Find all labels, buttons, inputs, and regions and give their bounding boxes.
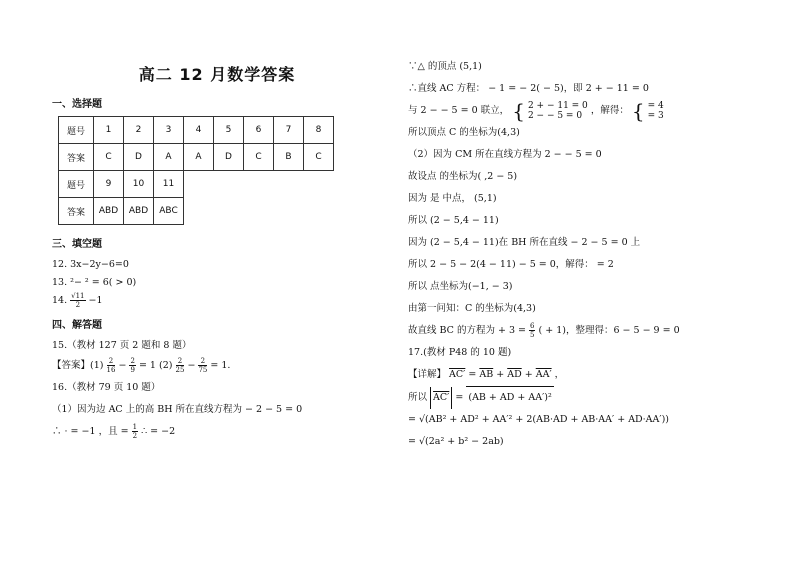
text-line: 16.（教材 79 页 10 题） — [52, 382, 161, 393]
section-solve: 四、解答题 — [52, 320, 102, 331]
table-cell: 3 — [154, 117, 184, 144]
table-cell-empty — [244, 171, 274, 198]
text-line: 所以顶点 C 的坐标为(4,3) — [408, 127, 520, 138]
math-text: = — [455, 392, 467, 403]
fraction — [176, 357, 185, 374]
fraction-denominator: 2 — [132, 432, 138, 440]
math-text: = 1. — [210, 360, 231, 371]
table-row — [59, 171, 334, 198]
vector: AC′ — [449, 369, 466, 380]
table-cell: 5 — [214, 117, 244, 144]
table-cell: 答案 — [59, 144, 94, 171]
answer-text: 3x−2y−6=0 — [70, 259, 129, 270]
math-line — [408, 100, 778, 122]
math-text: + — [524, 369, 536, 380]
question-number: 14. — [52, 295, 68, 306]
fraction-numerator: 6 — [530, 322, 535, 330]
left-column — [52, 62, 382, 443]
text-line: （1）因为边 AC 上的高 BH 所在直线方程为 − 2 − 5 = 0 — [52, 404, 303, 415]
text-line: ∴直线 AC 方程： − 1 = − 2( − 5)，即 2 + − 11 = 0 — [408, 83, 649, 94]
math-line — [408, 364, 778, 386]
math-text: 故直线 BC 的方程为 + 3 = — [408, 325, 530, 336]
fraction-denominator: 25 — [175, 366, 185, 374]
text-line: 所以 点坐标为(−1, − 3) — [408, 281, 513, 292]
text-line: （2）因为 CM 所在直线方程为 2 − − 5 = 0 — [408, 149, 602, 160]
math-line — [408, 386, 778, 409]
text-line: 由第一问知：C 的坐标为(4,3) — [408, 303, 536, 314]
math-text: 与 2 − − 5 = 0 联立， — [408, 105, 510, 116]
table-cell: 11 — [154, 171, 184, 198]
table-cell: 1 — [94, 117, 124, 144]
answer-text: ²− ² = 6( > 0) — [70, 277, 137, 288]
text-line: 17.(教材 P48 的 10 题) — [408, 347, 512, 358]
question-number: 13. — [52, 277, 68, 288]
fraction-denominator: 5 — [530, 331, 535, 339]
table-row — [59, 144, 334, 171]
table-cell-empty — [184, 171, 214, 198]
section-fill: 三、填空题 — [52, 239, 102, 250]
table-cell: 2 — [124, 117, 154, 144]
table-cell-empty — [304, 198, 334, 225]
vector: $\overline{AB}$ — [479, 369, 494, 380]
table-cell: ABC — [154, 198, 184, 225]
vector: $\overline{AD}$ — [507, 369, 522, 380]
table-cell-empty — [214, 198, 244, 225]
table-cell: A — [184, 144, 214, 171]
math-text: ( + 1)，整理得：6 − 5 − 9 = 0 — [538, 325, 680, 336]
table-cell: A — [154, 144, 184, 171]
table-cell-empty — [184, 198, 214, 225]
table-cell-empty — [214, 171, 244, 198]
fraction-numerator: 2 — [107, 357, 116, 366]
fraction — [132, 423, 138, 440]
answer-q15 — [52, 355, 382, 377]
text-line: ∵△ 的顶点 (5,1) — [408, 61, 482, 72]
fraction — [529, 322, 535, 339]
text-line: 所以 2 − 5 − 2(4 − 11) − 5 = 0，解得： = 2 — [408, 259, 614, 270]
table-cell: B — [274, 144, 304, 171]
fraction — [70, 292, 85, 309]
fraction — [129, 357, 135, 374]
table-cell: ABD — [124, 198, 154, 225]
table-cell: 8 — [304, 117, 334, 144]
table-cell: ABD — [94, 198, 124, 225]
math-line: = √(2a² + b² − 2ab) — [408, 436, 504, 447]
math-text: ∴ · = −1 ，且 = — [52, 426, 132, 437]
math-text: − — [187, 360, 196, 371]
fraction-denominator: 75 — [198, 366, 208, 374]
fraction-numerator: 2 — [176, 357, 185, 366]
fraction-numerator: 1 — [132, 423, 138, 431]
table-cell: C — [304, 144, 334, 171]
math-text: = — [468, 369, 480, 380]
fraction-denominator: 16 — [106, 366, 116, 374]
table-cell-empty — [304, 171, 334, 198]
fraction — [107, 357, 116, 374]
table-row — [59, 198, 334, 225]
equation: 2 − − 5 = 0 — [527, 110, 583, 121]
answer-q14 — [52, 292, 382, 310]
fraction-numerator: 2 — [198, 357, 207, 366]
math-line — [52, 421, 382, 443]
square-root: (AB + AD + AA′)² — [466, 386, 553, 409]
table-cell: 题号 — [59, 171, 94, 198]
table-cell-empty — [274, 171, 304, 198]
fraction-numerator: √11 — [71, 292, 85, 300]
table-cell-empty — [244, 198, 274, 225]
table-cell: 答案 — [59, 198, 94, 225]
math-line — [408, 320, 778, 342]
answer-label: 【答案】(1) — [52, 360, 104, 371]
text-line: 15.（教材 127 页 2 题和 8 题） — [52, 340, 192, 351]
question-number: 12. — [52, 259, 68, 270]
page-title: 高二 12 月数学答案 — [138, 65, 296, 84]
math-line: = √(AB² + AD² + AA′² + 2(AB·AD + AB·AA′ + AD·AA′)) — [408, 414, 669, 425]
text-line: 故设点 的坐标为( ,2 − 5) — [408, 171, 518, 182]
table-cell: 4 — [184, 117, 214, 144]
math-text: = 1 (2) — [138, 360, 173, 371]
table-cell: C — [244, 144, 274, 171]
table-cell: 9 — [94, 171, 124, 198]
answer-q12 — [52, 256, 382, 274]
math-text: ，解得： — [590, 105, 629, 116]
equation: 2 + − 11 = 0 — [527, 100, 588, 111]
math-text: − — [118, 360, 127, 371]
section-choice: 一、选择题 — [52, 99, 102, 110]
answer-table — [58, 116, 334, 225]
answer-text: −1 — [88, 295, 103, 306]
equation: = 4 — [647, 100, 664, 111]
fraction-denominator: 9 — [130, 366, 135, 374]
fraction — [198, 357, 207, 374]
math-text: ， — [554, 369, 565, 380]
answer-q13 — [52, 274, 382, 292]
fraction-numerator: 2 — [130, 357, 135, 365]
table-row — [59, 117, 334, 144]
table-cell: D — [214, 144, 244, 171]
table-cell: 题号 — [59, 117, 94, 144]
answer-label: 【详解】 — [408, 369, 447, 380]
solution-system — [648, 101, 664, 121]
text-line: 因为 是 中点， (5,1) — [408, 193, 497, 204]
table-cell: 7 — [274, 117, 304, 144]
text-line: 因为 (2 − 5,4 − 11)在 BH 所在直线 − 2 − 5 = 0 上 — [408, 237, 641, 248]
table-cell: D — [124, 144, 154, 171]
math-text: 所以 — [408, 392, 428, 403]
equation-system — [528, 101, 588, 121]
vector: AA′ — [535, 369, 552, 380]
text-line: 所以 (2 − 5,4 − 11) — [408, 215, 499, 226]
fraction-denominator: 2 — [75, 301, 81, 309]
brace-glyph: { — [512, 98, 525, 123]
table-cell-empty — [274, 198, 304, 225]
table-cell: C — [94, 144, 124, 171]
vector-magnitude: AC′ — [430, 387, 452, 409]
table-cell: 10 — [124, 171, 154, 198]
math-text: ∴ = −2 — [141, 426, 176, 437]
right-column — [408, 56, 778, 453]
equation: = 3 — [647, 110, 664, 121]
math-text: + — [496, 369, 508, 380]
table-cell: 6 — [244, 117, 274, 144]
brace-glyph: { — [631, 98, 645, 123]
